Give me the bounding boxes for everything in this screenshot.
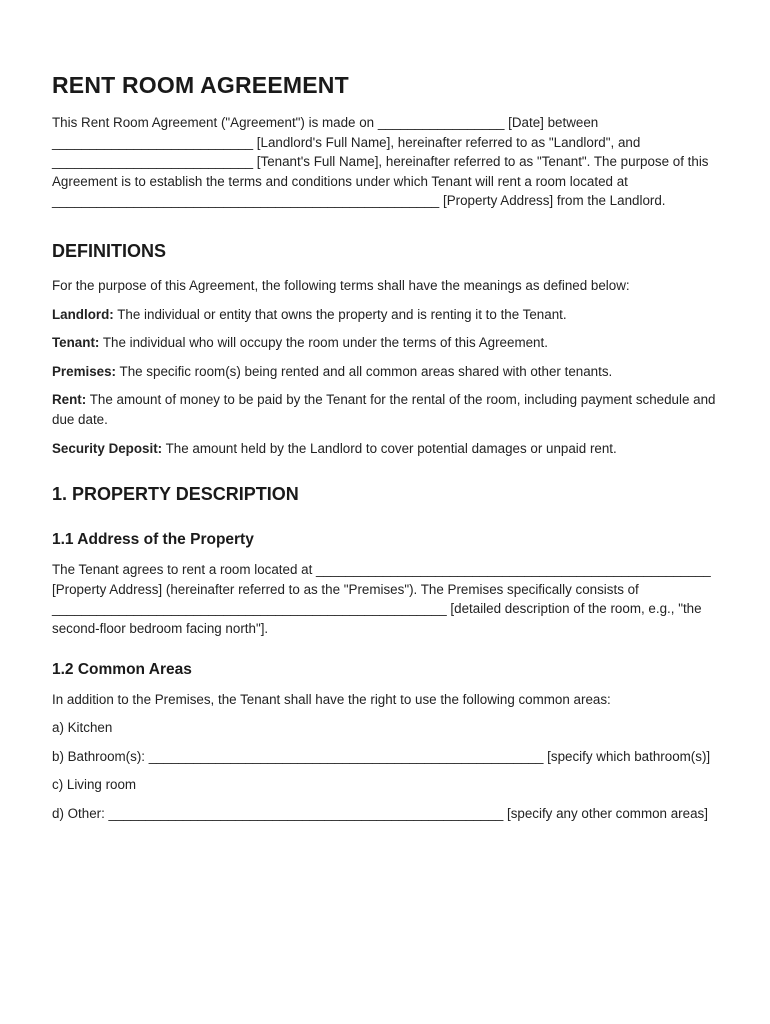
section-1-1-text: The Tenant agrees to rent a room located at _____________________________________________________ [Property Address] (hereinafter referred to as the "Premises"). The Premises specifically consists of _____________________________________________________ [detailed description of the room, e.g., "the second-floor bedroom facing north"]. [52, 562, 711, 636]
definition-text: The amount of money to be paid by the Tenant for the rental of the room, including payment schedule and due date. [52, 392, 716, 427]
definition-premises [52, 362, 718, 382]
common-area-item: d) Other: _____________________________________________________ [specify any other common areas] [52, 805, 708, 821]
common-area-item: b) Bathroom(s): _____________________________________________________ [specify which bathroom(s)] [52, 748, 711, 764]
definition-text: The amount held by the Landlord to cover potential damages or unpaid rent. [165, 440, 617, 456]
definitions-heading: DEFINITIONS [52, 240, 167, 261]
definition-term: Security Deposit: [52, 440, 163, 456]
section-1-heading: 1. PROPERTY DESCRIPTION [52, 484, 299, 505]
common-area-item: c) Living room [52, 777, 137, 793]
definition-text: The individual who will occupy the room under the terms of this Agreement. [102, 335, 548, 351]
definition-security-deposit [52, 439, 718, 459]
definition-text: The specific room(s) being rented and all common areas shared with other tenants. [119, 363, 613, 379]
section-1-2-heading: 1.2 Common Areas [52, 660, 192, 678]
definitions-intro: For the purpose of this Agreement, the following terms shall have the meanings as defined below: [52, 277, 630, 293]
definition-text: The individual or entity that owns the property and is renting it to the Tenant. [117, 306, 567, 322]
definition-term: Tenant: [52, 335, 100, 351]
document-title: RENT ROOM AGREEMENT [52, 72, 349, 98]
section-1-2-intro: In addition to the Premises, the Tenant shall have the right to use the following common areas: [52, 691, 611, 707]
definition-tenant [52, 333, 718, 353]
definition-term: Premises: [52, 363, 117, 379]
common-area-item: a) Kitchen [52, 720, 113, 736]
definition-term: Rent: [52, 392, 87, 408]
definition-landlord [52, 305, 718, 325]
section-1-1-heading: 1.1 Address of the Property [52, 531, 254, 549]
definition-term: Landlord: [52, 306, 114, 322]
definition-rent [52, 390, 718, 429]
intro-paragraph: This Rent Room Agreement ("Agreement") is made on _________________ [Date] between ___________________________ [Landlord's Full Name], hereinafter referred to as "Landlord", and ___________________________ [Tenant's Full Name], hereinafter referred to as "Tenant". The purpose of this Agreement is to establish the terms and conditions under which Tenant will rent a room located at ____________________________________________________ [Property Address] from the Landlord. [52, 115, 709, 209]
